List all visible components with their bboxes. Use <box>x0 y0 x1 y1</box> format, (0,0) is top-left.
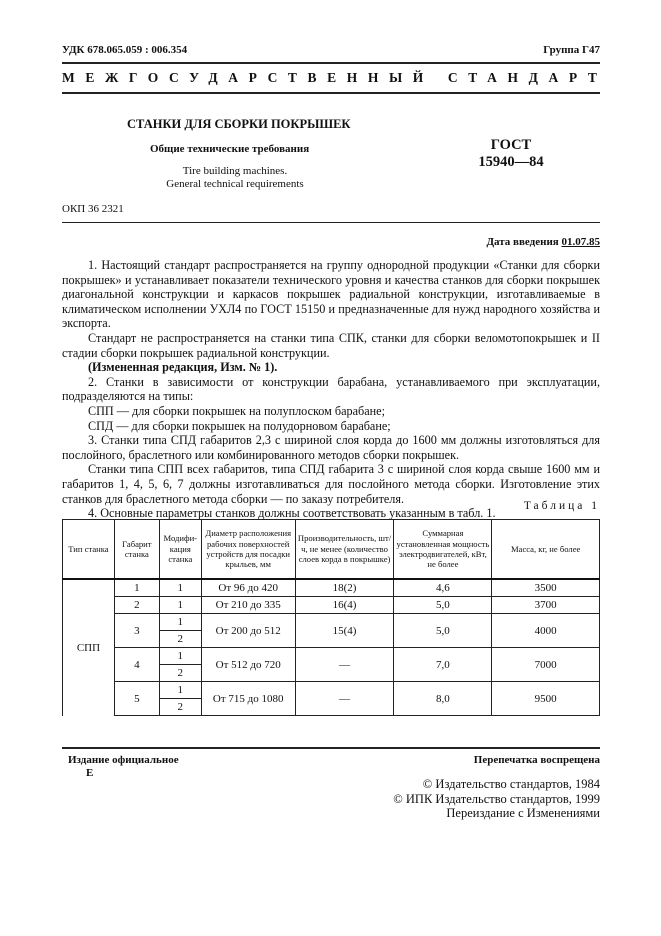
gost-designation <box>436 137 586 171</box>
paragraph-scope-exclusion: Стандарт не распространяется на станки типа СПК, станки для сборки веломотопокрышек и II стадии сборки покрышек радиальной конструкции. <box>62 330 600 360</box>
footer-rule <box>62 747 600 749</box>
header-productivity: Производительность, шт/ч, не менее (количество слоев корда в покрышке) <box>295 520 394 580</box>
subtitle-ru: Общие технические требования <box>150 143 310 155</box>
cell-size: 2 <box>114 597 159 614</box>
cell-modification: 2 <box>159 665 201 682</box>
cell-modification: 1 <box>159 614 201 631</box>
cell-diameter: От 200 до 512 <box>201 614 295 648</box>
cell-productivity: — <box>295 682 394 716</box>
header-rule-top <box>62 62 600 64</box>
group-code: Группа Г47 <box>543 44 600 56</box>
cell-mass: 7000 <box>492 648 600 682</box>
okp-code: ОКП 36 2321 <box>62 203 124 215</box>
cell-productivity: 18(2) <box>295 579 394 597</box>
standard-banner: МЕЖГОСУДАРСТВЕННЫЙ СТАНДАРТ <box>62 70 608 85</box>
introduction-date <box>486 236 600 248</box>
cell-modification: 1 <box>159 597 201 614</box>
gost-label: ГОСТ <box>490 137 532 153</box>
reprint-notice: Перепечатка воспрещена <box>473 754 600 766</box>
cell-power: 5,0 <box>394 614 492 648</box>
cell-diameter: От 715 до 1080 <box>201 682 295 716</box>
header-size: Габарит станка <box>114 520 159 580</box>
cell-diameter: От 210 до 335 <box>201 597 295 614</box>
cell-modification: 1 <box>159 579 201 597</box>
title-ru: СТАНКИ ДЛЯ СБОРКИ ПОКРЫШЕК <box>127 117 351 131</box>
cell-size: 3 <box>114 614 159 648</box>
header-diameter: Диаметр расположения рабочих поверхностей устройств для посадки крыльев, мм <box>201 520 295 580</box>
type-spd: СПД — для сборки покрышек на полудорновом барабане; <box>88 418 391 433</box>
cell-size: 1 <box>114 579 159 597</box>
title-en-line1: Tire building machines. <box>182 165 288 177</box>
cell-diameter: От 512 до 720 <box>201 648 295 682</box>
table-header-row <box>63 520 600 580</box>
cell-type: СПП <box>63 579 115 716</box>
official-edition: Издание официальное <box>68 754 179 766</box>
copyright-1984: © Издательство стандартов, 1984 <box>422 777 600 791</box>
introduction-date-label: Дата введения <box>486 236 559 248</box>
okp-rule <box>62 222 600 223</box>
cell-productivity: 16(4) <box>295 597 394 614</box>
type-spp: СПП — для сборки покрышек на полуплоском барабане; <box>88 403 385 418</box>
cell-power: 4,6 <box>394 579 492 597</box>
reissue-note: Переиздание с Изменениями <box>446 806 600 820</box>
cell-size: 4 <box>114 648 159 682</box>
cell-productivity: — <box>295 648 394 682</box>
parameters-table <box>62 519 600 716</box>
table-row <box>63 614 600 631</box>
paragraph-3: 3. Станки типа СПД габаритов 2,3 с шириной слоя корда до 1600 мм должны изготовляться для послойного, браслетного или комбинированного методов сборки покрышек. <box>62 433 600 462</box>
header-mass: Масса, кг, не более <box>492 520 600 580</box>
paragraph-1: 1. Настоящий стандарт распространяется на группу однородной продукции «Станки для сборки покрышек» и устанавливает показатели технического уровня и качества станков для сборки покрышек диагональной конструкции и каркасов покрышек радиальной конструкции, изготавливаемые в климатическом исполнении УХЛ4 по ГОСТ 15150 и предназначенные для нужд народного хозяйства и экспорта. <box>62 258 600 331</box>
table-row <box>63 579 600 597</box>
table-row <box>63 597 600 614</box>
body-text <box>62 258 600 521</box>
cell-size: 5 <box>114 682 159 716</box>
title-en <box>160 165 310 191</box>
cell-modification: 2 <box>159 699 201 716</box>
cell-modification: 1 <box>159 648 201 665</box>
cell-power: 8,0 <box>394 682 492 716</box>
paragraph-3-continued: Станки типа СПП всех габаритов, типа СПД габарита 3 с шириной слоя корда свыше 1600 мм и габаритов 1, 4, 5, 6, 7 должны изготавливаться для послойного метода сборки. Изготовление этих станков для браслетного метода сборки — по заказу потребителя. <box>62 462 600 506</box>
cell-power: 5,0 <box>394 597 492 614</box>
header-modification: Модифи-кация станка <box>159 520 201 580</box>
copyright-block <box>393 777 600 821</box>
table-caption: Таблица 1 <box>523 500 600 512</box>
paragraph-4: 4. Основные параметры станков должны соответствовать указанным в табл. 1. <box>88 506 496 521</box>
gost-number: 15940—84 <box>478 154 544 170</box>
copyright-1999: © ИПК Издательство стандартов, 1999 <box>393 791 600 806</box>
cell-modification: 1 <box>159 682 201 699</box>
header-power: Суммарная установленная мощность электродвигателей, кВт, не более <box>394 520 492 580</box>
table-row <box>63 682 600 699</box>
header-type: Тип станка <box>63 520 115 580</box>
title-en-line2: General technical requirements <box>166 178 304 190</box>
cell-mass: 3700 <box>492 597 600 614</box>
cell-mass: 4000 <box>492 614 600 648</box>
paragraph-2: 2. Станки в зависимости от конструкции барабана, устанавливаемого при эксплуатации, подразделяются на типы: <box>62 374 600 404</box>
amendment-note: (Измененная редакция, Изм. № 1). <box>88 360 278 375</box>
cell-mass: 9500 <box>492 682 600 716</box>
introduction-date-value: 01.07.85 <box>561 236 600 248</box>
table-row <box>63 648 600 665</box>
udc-code: УДК 678.065.059 : 006.354 <box>62 44 188 56</box>
cell-modification: 2 <box>159 631 201 648</box>
cell-diameter: От 96 до 420 <box>201 579 295 597</box>
cell-mass: 3500 <box>492 579 600 597</box>
cell-productivity: 15(4) <box>295 614 394 648</box>
cell-power: 7,0 <box>394 648 492 682</box>
edition-letter: Е <box>86 767 94 779</box>
header-rule-bottom <box>62 92 600 94</box>
